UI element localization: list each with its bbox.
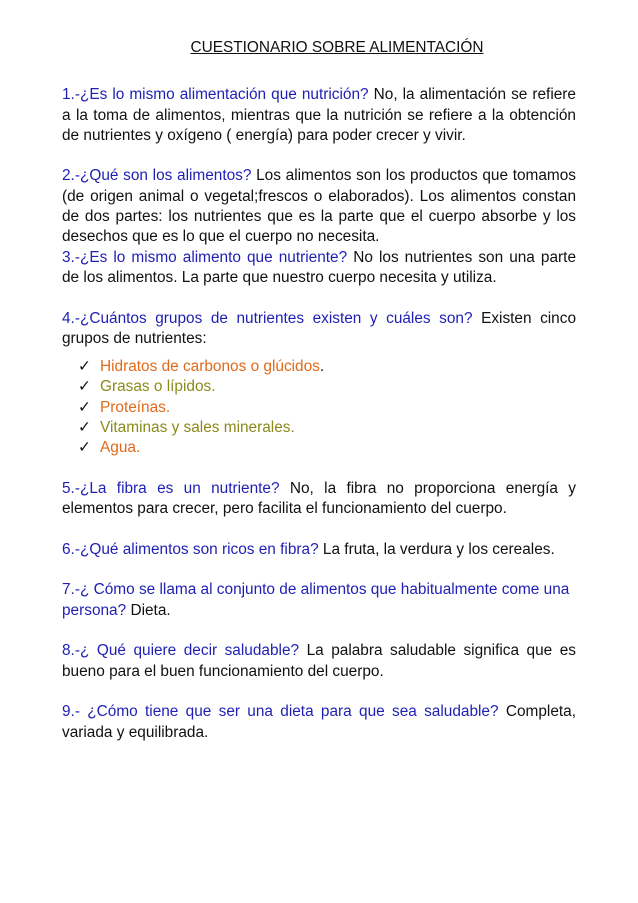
nutrient-group-label: Agua. bbox=[100, 439, 141, 457]
question-text: 2.-¿Qué son los alimentos? bbox=[62, 167, 252, 185]
list-item bbox=[78, 377, 576, 397]
document-title: CUESTIONARIO SOBRE ALIMENTACIÓN bbox=[190, 39, 484, 56]
answer-text: Los alimentos son los productos que tomamos (de origen animal o vegetal;frescos o elaborados). Los alimentos constan de dos partes: los nutrientes que es la parte que el cuerpo absorbe y los desechos que es lo que el cuerpo no necesita. bbox=[62, 167, 576, 246]
list-item bbox=[78, 438, 576, 458]
question-8 bbox=[62, 641, 576, 682]
question-text: 7.-¿ Cómo se llama al conjunto de alimentos que habitualmente come una persona? bbox=[62, 581, 570, 619]
answer-text: No los nutrientes son una parte de los alimentos. La parte que nuestro cuerpo necesita y utiliza. bbox=[62, 248, 576, 286]
question-1 bbox=[62, 85, 576, 146]
question-4 bbox=[62, 309, 576, 350]
nutrient-group-label: Proteínas. bbox=[100, 398, 171, 416]
check-icon: ✓ bbox=[78, 398, 91, 416]
question-9 bbox=[62, 702, 576, 743]
nutrient-group-list bbox=[62, 357, 576, 458]
list-item bbox=[78, 418, 576, 438]
question-7 bbox=[62, 580, 576, 621]
question-text: 5.-¿La fibra es un nutriente? bbox=[62, 479, 280, 497]
question-text: 9.- ¿Cómo tiene que ser una dieta para que sea saludable? bbox=[62, 703, 499, 721]
check-icon: ✓ bbox=[78, 439, 91, 457]
question-text: 1.-¿Es lo mismo alimentación que nutrición? bbox=[62, 86, 369, 104]
question-5 bbox=[62, 479, 576, 520]
nutrient-group-label: Hidratos de carbonos o glúcidos bbox=[100, 358, 320, 376]
check-icon: ✓ bbox=[78, 358, 91, 376]
answer-text: Dieta. bbox=[126, 601, 171, 619]
list-item bbox=[78, 398, 576, 418]
question-text: 3.-¿Es lo mismo alimento que nutriente? bbox=[62, 248, 348, 266]
answer-text: Completa, variada y equilibrada. bbox=[62, 703, 576, 741]
nutrient-group-label: Vitaminas y sales minerales. bbox=[100, 419, 295, 437]
answer-text: No, la fibra no proporciona energía y elementos para crecer, pero facilita el funcionamiento del cuerpo. bbox=[62, 479, 576, 518]
question-6 bbox=[62, 540, 576, 560]
answer-text: La palabra saludable significa que es bueno para el buen funcionamiento del cuerpo. bbox=[62, 642, 577, 680]
question-3 bbox=[62, 248, 576, 289]
document-page bbox=[62, 38, 576, 743]
answer-text: No, la alimentación se refiere a la toma de alimentos, mientras que la nutrición se refiere a la obtención de nutrientes y oxígeno ( energía) para poder crecer y vivir. bbox=[62, 86, 576, 144]
nutrient-group-suffix: . bbox=[319, 358, 325, 376]
question-text: 4.-¿Cuántos grupos de nutrientes existen y cuáles son? bbox=[62, 309, 473, 327]
nutrient-group-label: Grasas o lípidos. bbox=[100, 378, 216, 396]
list-item bbox=[78, 357, 576, 377]
check-icon: ✓ bbox=[78, 419, 91, 437]
check-icon: ✓ bbox=[78, 378, 91, 396]
question-2 bbox=[62, 166, 576, 247]
answer-text: La fruta, la verdura y los cereales. bbox=[318, 540, 555, 558]
answer-text: Existen cinco grupos de nutrientes: bbox=[62, 309, 577, 347]
question-text: 6.-¿Qué alimentos son ricos en fibra? bbox=[62, 540, 319, 558]
question-text: 8.-¿ Qué quiere decir saludable? bbox=[62, 642, 300, 660]
